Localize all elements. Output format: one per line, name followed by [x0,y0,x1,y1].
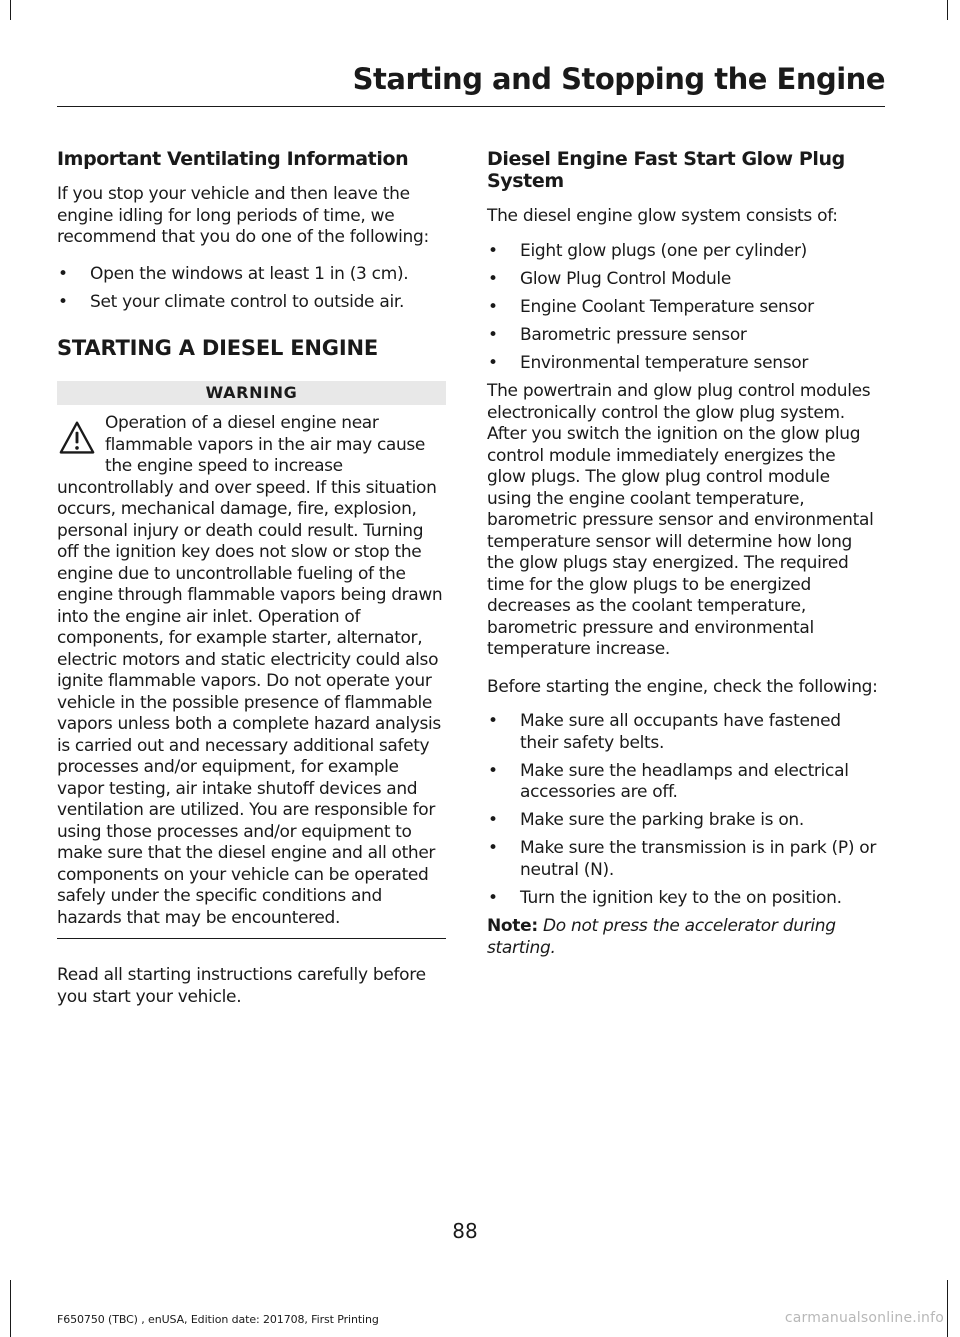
crop-mark-bottom-right [947,1280,948,1337]
note-label: Note: [487,916,538,936]
crop-mark-bottom-left [10,1280,11,1337]
list-item: • Set your climate control to outside air. [57,292,446,314]
warning-rule [57,938,446,939]
list-item: • Eight glow plugs (one per cylinder) [487,241,879,263]
list-item: • Barometric pressure sensor [487,325,879,347]
page-number: 88 [452,1219,478,1243]
warning-box [57,381,446,939]
left-column [57,148,446,1008]
check-intro: Before starting the engine, check the following: [487,676,878,697]
glow-system-list [487,241,879,375]
glow-plug-heading: Diesel Engine Fast Start Glow Plug System [487,148,845,192]
list-item: • Make sure the parking brake is on. [487,810,879,832]
list-item: • Turn the ignition key to the on position. [487,888,879,910]
list-item: • Make sure the headlamps and electrical accessories are off. [487,761,879,804]
warning-triangle-icon [59,420,95,456]
crop-mark-top-right [947,0,948,20]
check-list [487,711,879,909]
warning-label: WARNING [57,381,446,405]
warning-body [57,413,446,939]
right-column [487,148,879,959]
ventilating-intro: If you stop your vehicle and then leave the engine idling for long periods of time, we recommend that you do one of the following: [57,184,429,247]
warning-text: Operation of a diesel engine near flammable vapors in the air may cause the engine speed to increase uncontrollably and over speed. If this situation occurs, mechanical damage, fire, explosion, personal injury or death could result. Turning off the ignition key does not slow or stop the engine due to uncontrollable fueling of the engine through flammable vapors being drawn into the engine air inlet. Operation of components, for example starter, alternator, electric motors and static electricity could also ignite flammable vapors. Do not operate your vehicle in the possible presence of flammable vapors unless both a complete hazard analysis is carried out and necessary additional safety processes and/or equipment, for example vapor testing, air intake shutoff devices and ventilation are utilized. You are responsible for using those processes and/or equipment to make sure that the diesel engine and all other components on your vehicle can be operated safely under the specific conditions and hazards that may be encountered. [57,413,443,928]
ventilating-heading: Important Ventilating Information [57,148,409,170]
glow-intro: The diesel engine glow system consists of: [487,206,838,226]
note [487,916,879,959]
read-instructions: Read all starting instructions carefully before you start your vehicle. [57,965,426,1007]
list-item: • Glow Plug Control Module [487,269,879,291]
watermark: carmanualsonline.info [784,1310,944,1326]
list-item: • Open the windows at least 1 in (3 cm). [57,264,446,286]
list-item: • Make sure the transmission is in park (P) or neutral (N). [487,838,879,881]
header-rule [57,106,885,107]
crop-mark-top-left [10,0,11,20]
list-item: • Make sure all occupants have fastened their safety belts. [487,711,879,754]
glow-paragraph: The powertrain and glow plug control modules electronically control the glow plug system. After you switch the ignition on the glow plug control module immediately energizes the glow plugs. The glow plug control module using the engine coolant temperature, barometric pressure sensor and environmental temperature sensor will determine how long the glow plugs stay energized. The required time for the glow plugs to be energized decreases as the coolant temperature, barometric pressure and environmental temperature increase. [487,381,874,659]
ventilating-list [57,264,446,314]
edition-info: F650750 (TBC) , enUSA, Edition date: 201708, First Printing [57,1313,379,1326]
section-heading: STARTING A DIESEL ENGINE [57,336,378,360]
page-title: Starting and Stopping the Engine [352,62,885,96]
note-text: Do not press the accelerator during starting. [487,916,836,958]
list-item: • Environmental temperature sensor [487,353,879,375]
list-item: • Engine Coolant Temperature sensor [487,297,879,319]
